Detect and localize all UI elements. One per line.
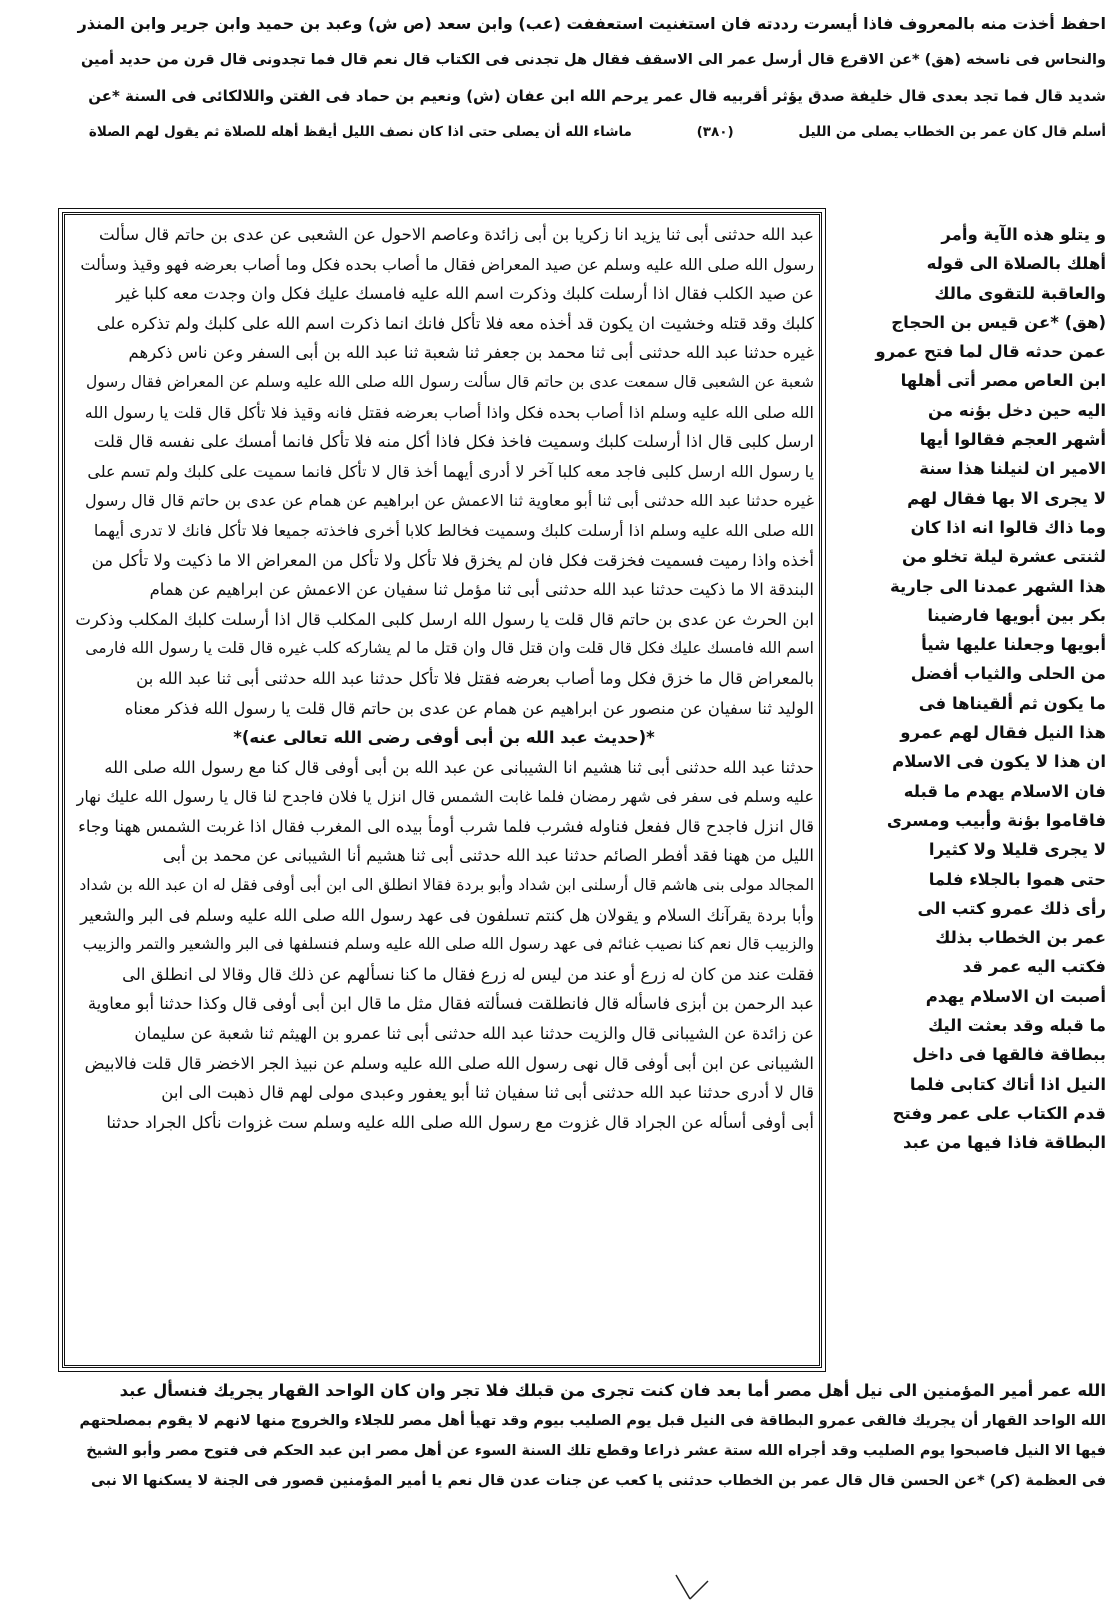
main-line: والزبيب قال نعم كنا نصيب غنائم فى عهد رسول الله صلى الله عليه وسلم فنسلفها فى البر والشعير والتمر والزبيب [82, 935, 814, 954]
section-heading: *(حديث عبد الله بن أبى أوفى رضى الله تعالى عنه)* [233, 728, 655, 748]
side-line: حتى هموا بالجلاء فلما [928, 869, 1106, 889]
main-line: أبى أوفى أسأله عن الجراد قال غزوت مع رسول الله صلى الله عليه وسلم ست غزوات نأكل الجراد حدثنا [106, 1112, 814, 1132]
main-line: المجالد مولى بنى هاشم قال أرسلنى ابن شداد وأبو بردة فقالا انطلق الى ابن أبى أوفى فقل له ان عبد الله بن شداد [79, 876, 814, 895]
side-line: ببطاقة فالقها فى داخل [912, 1045, 1106, 1065]
side-line: أصبت ان الاسلام يهدم [925, 986, 1106, 1006]
main-line: الشيبانى عن ابن أبى أوفى قال نهى رسول الله صلى الله عليه وسلم عن نبيذ الجر الاخضر قال قلت فالابيض [84, 1053, 814, 1073]
main-line: بالمعراض قال ما خزق فكل وما أصاب بعرضه فقتل فلا تأكل حدثنا عبد الله حدثنى أبى ثنا عبد الله بن [136, 668, 814, 688]
top-commentary [66, 6, 1106, 150]
side-line: و يتلو هذه الآية وأمر [941, 225, 1106, 244]
side-line: فان الاسلام يهدم ما قبله [903, 781, 1106, 801]
side-line: هذا الشهر عمدنا الى جارية [890, 576, 1106, 596]
side-line: بكر بين أبويها فارضينا [927, 605, 1106, 625]
main-line: غيره حدثنا عبد الله حدثنى أبى ثنا محمد بن جعفر ثنا شعبة ثنا عبد الله بن أبى السفر وعن ناس ذكرهم [128, 343, 814, 363]
bottom-line: الله عمر أمير المؤمنين الى نيل أهل مصر أما بعد فان كنت تجرى من قبلك فلا تجر وان كان الواحد القهار يجريك فنسأل عبد [119, 1381, 1106, 1400]
side-line: اليه حين دخل بؤنه من [928, 400, 1106, 420]
bottom-line: فيها الا النيل فاصبحوا يوم الصليب وقد أجراه الله ستة عشر ذراعا وقطع تلك السنة السوء عن أهل مصر ابن عبد الحكم فى فتوح مصر وأبو الشيخ [86, 1443, 1106, 1459]
main-line: عبد الله حدثنى أبى ثنا يزيد انا زكريا بن أبى زائدة وعاصم الاحول عن الشعبى عن عدى بن حاتم قال سألت [99, 225, 814, 244]
side-line: لثنتى عشرة ليلة تخلو من [901, 547, 1106, 567]
main-line: عليه وسلم فى سفر فى شهر رمضان فلما غابت الشمس قال انزل يا فلان فاجدح لنا قال يا رسول الله عليك نهار [76, 787, 814, 807]
top-line: والنحاس فى ناسخه (هق) *عن الاقرع قال أرسل عمر الى الاسقف فقال هل تجدنى فى الكتاب قال نعم قال فما تجدونى قال قرن من حديد أمين [81, 52, 1106, 68]
side-line: البطاقة فاذا فيها من عبد [903, 1133, 1106, 1153]
side-line: ان هذا لا يكون فى الاسلام [892, 752, 1106, 772]
side-line: (هق) *عن قيس بن الحجاج [891, 312, 1106, 332]
main-line: حدثنا عبد الله حدثنى أبى ثنا هشيم انا الشيبانى عن عبد الله بن أبى أوفى قال كنا مع رسول الله صلى الله [104, 757, 814, 777]
main-hadith-text [74, 220, 814, 1137]
side-line: عمر بن الخطاب بذلك [935, 928, 1106, 948]
side-commentary [830, 220, 1106, 1158]
scan-artifact-mark [672, 1573, 712, 1603]
side-line: والعاقبة للتقوى مالك [934, 283, 1106, 303]
main-line: الوليد ثنا سفيان عن منصور عن ابراهيم عن همام عن عدى بن حاتم قال قلت يا رسول الله فذكر معناه [124, 698, 814, 718]
main-line: أخذه واذا رميت فسميت فخزقت فكل فان لم يخزق فلا تأكل ولا تأكل من المعراض الا ما ذكيت ولا تأكل من [91, 550, 814, 570]
side-line: عمن حدثه قال لما فتح عمرو [875, 342, 1106, 362]
top-line: شديد قال فما تجد بعدى قال خليفة صدق يؤثر أقربيه قال عمر يرحم الله ابن عفان (ش) ونعيم بن حماد فى الفتن واللالكائى فى السنة *عن [88, 87, 1106, 105]
side-line: أبويها وجعلنا عليها شيأ [921, 635, 1106, 655]
page-number: (٣٨٠) [696, 124, 734, 140]
main-line: اسم الله فامسك عليك فكل قال قلت وان قتل قال وان قتل ما لم يشاركه كلب غيره قال قلت يا رسول الله فارمى [85, 639, 814, 658]
main-line: الله صلى الله عليه وسلم اذا أصاب بحده فكل واذا أصاب بعرضه فقتل فانه وقيذ فلا تأكل قال قلت يا رسول الله [84, 402, 814, 422]
side-line: رأى ذلك عمرو كتب الى [917, 898, 1106, 918]
main-line: قال لا أدرى حدثنا عبد الله حدثنى أبى ثنا سفيان ثنا أبو يعفور وعبدى مولى لهم قال ذهبت الى ابن [161, 1083, 814, 1103]
side-line: فكتب اليه عمر قد [962, 957, 1106, 977]
side-line: فاقاموا بؤنة وأبيب ومسرى [886, 810, 1106, 830]
side-line: لا يجرى قليلا ولا كثيرا [928, 840, 1106, 860]
bottom-line: الله الواحد القهار أن يجريك فالقى عمرو البطاقة فى النيل قبل يوم الصليب بيوم وقد تهيأ أهل مصر للجلاء والخروج منها لانهم لا يقوم بمصلحتهم [79, 1413, 1106, 1429]
side-line: ما قبله وقد بعثت اليك [928, 1016, 1106, 1036]
side-line: الامير ان لنيلنا هذا سنة [919, 459, 1106, 479]
main-line: الله صلى الله عليه وسلم اذا أرسلت كلبك وسميت فخالط كلابا أخرى فاخذته جميعا فلا تأكل فانك لا تدرى أيهما [93, 520, 814, 540]
side-line: أشهر العجم فقالوا أيها [919, 430, 1106, 450]
main-line: وأبا بردة يقرآنك السلام و يقولان هل كنتم تسلفون فى عهد رسول الله صلى الله عليه وسلم فى البر والشعير [80, 905, 814, 925]
main-line: ارسل كلبى قال اذا أرسلت كلبك وسميت فاخذ فكل فاذا أكل منه فلا تأكل فانما أمسك على نفسه قال قلت [93, 432, 814, 452]
main-line: عبد الرحمن بن أبزى فاسأله قال فانطلقت فسألته فقال مثل ما قال ابن أبى أوفى قال وكذا حدثنا أبو معاوية [87, 994, 814, 1014]
side-line: من الحلى والثياب أفضل [910, 664, 1106, 684]
top-line: أسلم قال كان عمر بن الخطاب يصلى من الليل [798, 124, 1106, 140]
side-line: النيل اذا أتاك كتابى فلما [909, 1074, 1106, 1094]
main-line: رسول الله صلى الله عليه وسلم عن صيد المعراض فقال ما أصاب بحده فكل وما أصاب بعرضه فهو وقيذ وسألت [80, 254, 814, 274]
main-line: شعبة عن الشعبى قال سمعت عدى بن حاتم قال سألت رسول الله صلى الله عليه وسلم عن المعراض فقال رسول [86, 372, 814, 391]
side-line: قدم الكتاب على عمر وفتح [892, 1103, 1106, 1123]
side-line: ما يكون ثم ألقيناها فى [918, 693, 1106, 713]
side-line: أهلك بالصلاة الى قوله [926, 254, 1106, 274]
main-line: يا رسول الله ارسل كلبى فاجد معه كلبا آخر لا أدرى أيهما أخذ قال لا تأكل فانما سميت على كلبك ولم تسم على [87, 461, 814, 481]
top-line: ماشاء الله أن يصلى حتى اذا كان نصف الليل أيقظ أهله للصلاة ثم يقول لهم الصلاة [88, 124, 632, 140]
side-line: هذا النيل فقال لهم عمرو [900, 723, 1106, 743]
main-line: البندقة الا ما ذكيت حدثنا عبد الله حدثنى أبى ثنا مؤمل ثنا سفيان عن الاعمش عن ابراهيم عن همام [149, 580, 814, 600]
main-line: ابن الحرث عن عدى بن حاتم قال قلت يا رسول الله ارسل كلبى المكلب قال اذا أرسلت كلبك المكلب وذكرت [75, 609, 814, 629]
main-line: قال انزل فاجدح قال ففعل فناوله فشرب فلما شرب أومأ بيده الى المغرب فقال اذا غربت الشمس ههنا وجاء [78, 816, 814, 836]
side-line: وما ذاك قالوا انه اذا كان [910, 517, 1106, 537]
side-line: ابن العاص مصر أتى أهلها [900, 371, 1106, 391]
main-line: غيره حدثنا عبد الله حدثنى أبى ثنا أبو معاوية ثنا الاعمش عن ابراهيم عن همام عن عدى بن حاتم قال قال رسول [85, 491, 814, 511]
main-line: عن زائدة عن الشيبانى قال والزيت حدثنا عبد الله حدثنى أبى ثنا عمرو بن الهيثم ثنا شعبة عن سليمان [134, 1024, 814, 1044]
main-line: عن صيد الكلب فقال اذا أرسلت كلبك وذكرت اسم الله عليه فامسك عليك فكل وان وجدت معه كلبا غير [116, 284, 814, 304]
main-line: الليل من ههنا فقد أفطر الصائم حدثنا عبد الله حدثنى أبى ثنا هشيم أنا الشيبانى عن محمد بن أبى [162, 846, 814, 866]
top-line: احفظ أخذت منه بالمعروف فاذا أيسرت رددته فان استغنيت استعففت (عب) وابن سعد (ص ش) وعبد بن حميد وابن جرير وابن المنذر [77, 14, 1106, 33]
main-line: كلبك وقد قتله وخشيت ان يكون قد أخذه معه فلا تأكل فانك انما ذكرت اسم الله على كلبك ولم تذكره على [96, 313, 814, 333]
bottom-commentary [66, 1376, 1106, 1496]
top-line-with-page-number [66, 114, 1106, 150]
bottom-line: فى العظمة (كر) *عن الحسن قال قال عمر بن الخطاب حدثنى يا كعب عن جنات عدن قال نعم يا أمير المؤمنين قصور فى الجنة لا يسكنها الا نبى [90, 1473, 1106, 1489]
main-line: فقلت عند من كان له زرع أو عند من ليس له زرع فقال ما كنا نسألهم عن ذلك قال وقالا لى انطلق الى [122, 964, 814, 984]
side-line: لا يجرى الا بها فقال لهم [907, 488, 1106, 508]
